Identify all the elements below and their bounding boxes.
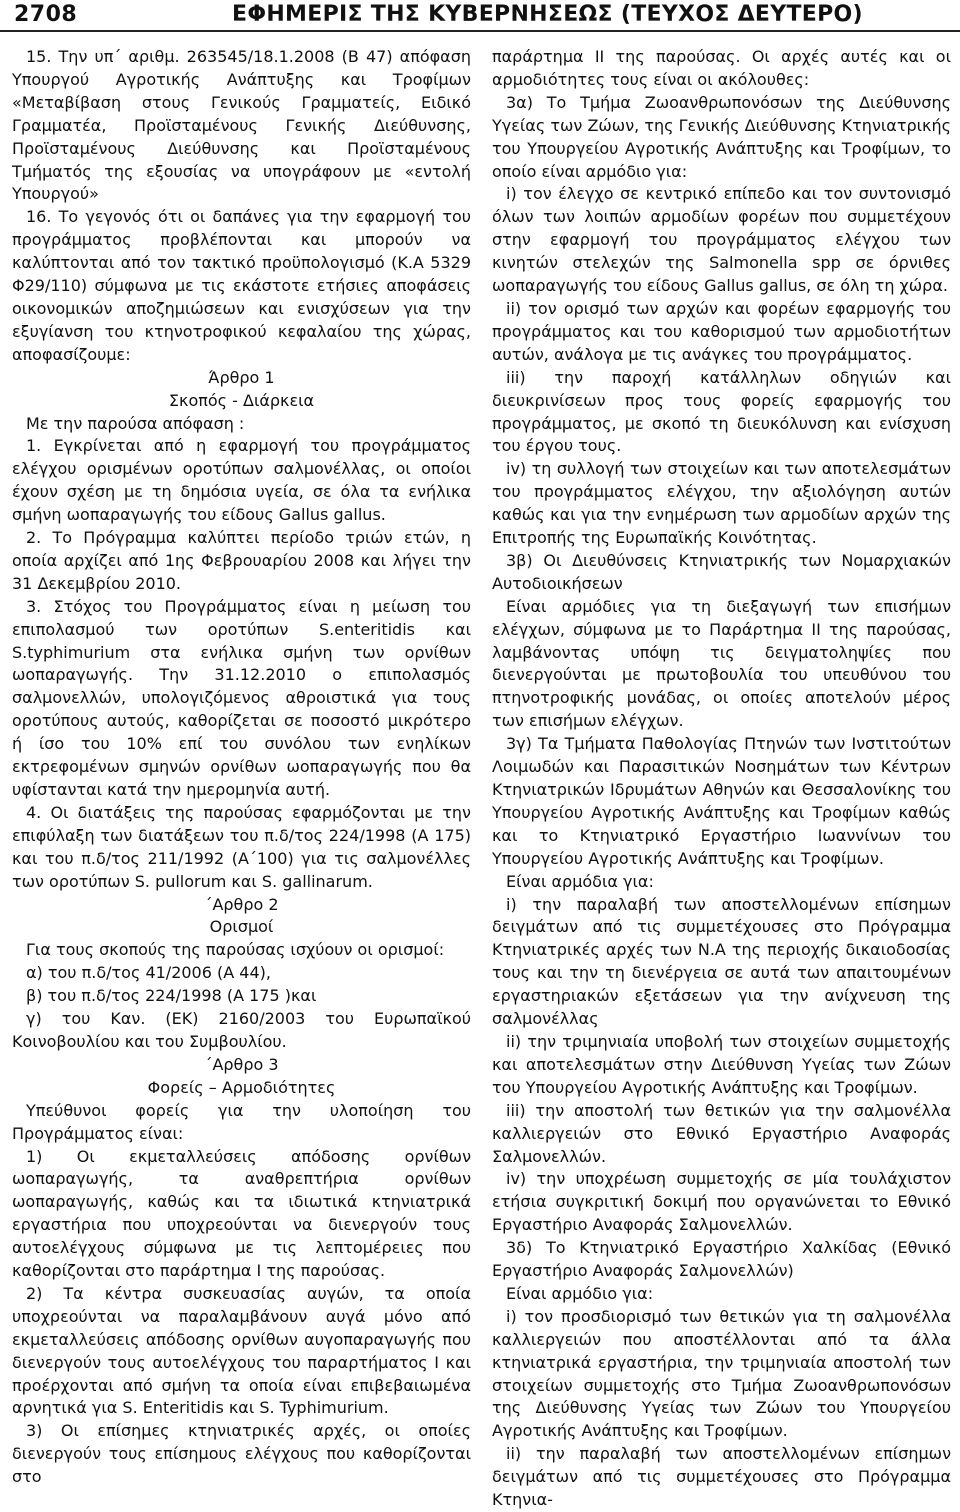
paragraph: Για τους σκοπούς της παρούσας ισχύουν οι ορισμοί: — [26, 940, 445, 960]
paragraph: i) τον έλεγχο σε κεντρικό επίπεδο και τον συντονισμό όλων των λοιπών αρμοδίων φορέων που συμμετέχουν στην εφαρμογή του προγράμματος ελέγχου των κινητών στελεχών της Salmonella spp σε όρνιθες ωοπαραγωγής του είδους Gallus gallus, σε όλη τη χώρα. — [492, 184, 951, 296]
paragraph: γ) του Καν. (ΕΚ) 2160/2003 του Ευρωπαϊκού Κοινοβουλίου και του Συμβουλίου. — [12, 1009, 471, 1051]
paragraph: iv) την υποχρέωση συμμετοχής σε μία τουλάχιστον ετήσια συγκριτική δοκιμή που οργανώνεται το Εθνικό Εργαστήριο Αναφοράς Σαλμονελλών. — [492, 1169, 951, 1235]
gazette-title: ΕΦΗΜΕΡΙΣ ΤΗΣ ΚΥΒΕΡΝΗΣΕΩΣ (ΤΕΥΧΟΣ ΔΕΥΤΕΡΟ) — [232, 2, 863, 27]
paragraph: 3) Οι επίσημες κτηνιατρικές αρχές, οι οποίες διενεργούν τους επίσημους ελέγχους που καθορίζονται στο — [12, 1421, 471, 1487]
article-3-subtitle: Φορείς – Αρμοδιότητες — [147, 1077, 336, 1097]
paragraph: Με την παρούσα απόφαση : — [26, 413, 245, 433]
paragraph: Είναι αρμόδια για: — [506, 871, 654, 891]
paragraph: 16. Το γεγονός ότι οι δαπάνες για την εφαρμογή του προγράμματος προβλέπονται και μπορούν να καλύπτονται από τον τακτικό προϋπολογισμό (Κ.Α 5329 Φ29/110) σύμφωνα με τις εκάστοτε ετήσιες αποφάσεις οικονομικών αποζημιώσεων και ενισχύσεων για την εξυγίανση του κτηνοτροφικού κεφαλαίου της χώρας, αποφασίζουμε: — [12, 207, 471, 364]
header-rule — [0, 30, 960, 32]
paragraph: παράρτημα ΙΙ της παρούσας. Οι αρχές αυτές και οι αρμοδιότητες τους είναι οι ακόλουθες: — [492, 47, 951, 89]
paragraph: iv) τη συλλογή των στοιχείων και των αποτελεσμάτων του προγράμματος ελέγχου, την αξιολόγηση αυτών καθώς και για την ενημέρωση των αρμοδίων αρχών της Επιτροπής της Ευρωπαϊκής Κοινότητας. — [492, 459, 951, 548]
paragraph: 2. Το Πρόγραμμα καλύπτει περίοδο τριών ετών, η οποία αρχίζει από 1ης Φεβρουαρίου 2008 και λήγει την 31 Δεκεμβρίου 2010. — [12, 528, 471, 593]
paragraph: ii) τον ορισμό των αρχών και φορέων εφαρμογής του προγράμματος και του καθορισμού των αρμοδιοτήτων αυτών, ανάλογα με τις ανάγκες του προγράμματος. — [492, 298, 951, 364]
paragraph: i) τον προσδιορισμό των θετικών για τη σαλμονέλλα καλλιεργειών που αποστέλλονται από τα άλλα κτηνιατρικά εργαστήρια, την τριμηνιαία αποστολή των στοιχείων συμμετοχής στο Τμήμα Ζωοανθρωπονόσων της Διεύθυνσης Υγείας των Ζώων του Υπουργείου Αγροτικής Ανάπτυξης και Τροφίμων. — [492, 1306, 951, 1441]
paragraph: 3β) Οι Διευθύνσεις Κτηνιατρικής των Νομαρχιακών Αυτοδιοικήσεων — [492, 550, 951, 593]
paragraph: 3α) Το Τμήμα Ζωοανθρωπονόσων της Διεύθυνσης Υγείας των Ζώων, της Γενικής Διεύθυνσης Κτηνιατρικής του Υπουργείου Αγροτικής Ανάπτυξης και Τροφίμων, το οποίο είναι αρμόδιο για: — [492, 92, 951, 181]
paragraph: 2) Τα κέντρα συσκευασίας αυγών, τα οποία υποχρεούνται να παραλαμβάνουν αυγά μόνο από εκμεταλλεύσεις απόδοσης ορνίθων αυγοπαραγωγής που διενεργούν τους αυτοελέγχους του παραρτήματος Ι και προέρχονται από σμήνη τα οποία είναι επιβεβαιωμένα αρνητικά για S. Enteritidis και S. Typhimurium. — [12, 1283, 471, 1418]
paragraph: α) του π.δ/τος 41/2006 (Α 44), — [26, 963, 271, 983]
paragraph: ii) την παραλαβή των αποστελλομένων επίσημων δειγμάτων από τις συμμετέχουσες στο Πρόγραμμα Κτηνια- — [492, 1444, 951, 1510]
paragraph: β) του π.δ/τος 224/1998 (Α 175 )και — [26, 986, 317, 1006]
right-column — [492, 46, 951, 1510]
article-3-title: ΄Αρθρο 3 — [204, 1054, 279, 1074]
paragraph: Είναι αρμόδιο για: — [506, 1283, 654, 1303]
paragraph: 1. Εγκρίνεται από η εφαρμογή του προγράμματος ελέγχου ορισμένων οροτύπων σαλμονέλλας, οι οποίοι έχουν σχέση με τη δημόσια υγεία, σε όλα τα ενήλικα σμήνη ωοπαραγωγής του είδους Gallus gallus. — [12, 436, 471, 525]
article-2-title: ΄Αρθρο 2 — [204, 894, 279, 914]
paragraph: 4. Οι διατάξεις της παρούσας εφαρμόζονται με την επιφύλαξη των διατάξεων του π.δ/τος 224/1998 (Α 175) και του π.δ/τος 211/1992 (Α΄100) για τις σαλμονέλλες των οροτύπων S. pullorum και S. gallinarum. — [12, 802, 471, 891]
article-2-subtitle: Ορισμοί — [209, 917, 274, 937]
article-1-title: Άρθρο 1 — [208, 367, 275, 387]
paragraph: iii) την αποστολή των θετικών για την σαλμονέλλα καλλιεργειών στο Εθνικό Εργαστήριο Αναφοράς Σαλμονελλών. — [492, 1100, 951, 1166]
paragraph: Υπεύθυνοι φορείς για την υλοποίηση του Προγράμματος είναι: — [12, 1100, 471, 1143]
paragraph: 3δ) Το Κτηνιατρικό Εργαστήριο Χαλκίδας (Εθνικό Εργαστήριο Αναφοράς Σαλμονελλών) — [492, 1238, 951, 1281]
article-1-subtitle: Σκοπός - Διάρκεια — [168, 390, 315, 410]
page-header — [0, 0, 960, 36]
paragraph: iii) την παροχή κατάλληλων οδηγιών και διευκρινίσεων προς τους φορείς εφαρμογής του προγράμματος, με σκοπό τη διευκόλυνση και ενίσχυση του έργου τους. — [492, 367, 951, 456]
paragraph: 15. Την υπ΄ αριθμ. 263545/18.1.2008 (Β 47) απόφαση Υπουργού Αγροτικής Ανάπτυξης και Τροφίμων «Μεταβίβαση στους Γενικούς Γραμματείς, Ειδικό Γραμματέα, Προϊσταμένους Γενικής Διεύθυνσης, Προϊσταμένους Διεύθυνσης και Προϊσταμένους Τμήματός της εξουσίας να υπογράφουν με «εντολή Υπουργού» — [12, 47, 471, 204]
paragraph: Είναι αρμόδιες για τη διεξαγωγή των επισήμων ελέγχων, σύμφωνα με το Παράρτημα ΙΙ της παρούσας, λαμβάνοντας υπόψη τις δειγματοληψίες που διενεργούνται με πρωτοβουλία του υπευθύνου του πτηνοτροφικής μονάδας, οι οποίες αποτελούν μέρος των επισήμων ελέγχων. — [492, 596, 951, 731]
page-number: 2708 — [14, 2, 78, 27]
paragraph: 3γ) Τα Τμήματα Παθολογίας Πτηνών των Ινστιτούτων Λοιμωδών και Παρασιτικών Νοσημάτων των Κέντρων Κτηνιατρικών Ιδρυμάτων Αθηνών και Θεσσαλονίκης του Υπουργείου Αγροτικής Ανάπτυξης και Τροφίμων καθώς και το Κτηνιατρικό Εργαστήριο Ιωαννίνων του Υπουργείου Αγροτικής Ανάπτυξης και Τροφίμων. — [492, 734, 951, 868]
paragraph: i) την παραλαβή των αποστελλομένων επίσημων δειγμάτων από τις συμμετέχουσες στο Πρόγραμμα Κτηνιατρικές αρχές των Ν.Α της περιοχής δικαιοδοσίας τους και την τη διενέργεια σε αυτά των απαιτουμένων εργαστηριακών εξετάσεων για την ανίχνευση της σαλμονέλλας — [492, 894, 951, 1029]
paragraph: 1) Οι εκμεταλλεύσεις απόδοσης ορνίθων ωοπαραγωγής, τα αναθρεπτήρια ορνίθων ωοπαραγωγής, καθώς και τα ιδιωτικά κτηνιατρικά εργαστήρια που υποχρεούνται να διενεργούν τους αυτοελέγχους σύμφωνα με τις λεπτομέρειες που καθορίζονται στο παράρτημα Ι της παρούσας. — [12, 1146, 471, 1281]
left-column — [12, 46, 471, 1487]
paragraph: 3. Στόχος του Προγράμματος είναι η μείωση του επιπολασμού των οροτύπων S.enteritidis και S.typhimurium στα ενήλικα σμήνη των ορνίθων ωοπαραγωγής. Την 31.12.2010 ο επιπολασμός σαλμονελλών, υπολογιζόμενος αθροιστικά για τους οροτύπους αυτούς, καθορίζεται σε ποσοστό μικρότερο ή ίσο του 10% επί του συνόλου των ενηλίκων εκτρεφομένων σμηνών ορνίθων ωοπαραγωγής που θα υφίστανται κατά την ημερομηνία αυτή. — [12, 596, 471, 799]
paragraph: ii) την τριμηνιαία υποβολή των στοιχείων συμμετοχής και αποτελεσμάτων στην Διεύθυνση Υγείας των Ζώων του Υπουργείου Αγροτικής Ανάπτυξης και Τροφίμων. — [492, 1031, 951, 1097]
